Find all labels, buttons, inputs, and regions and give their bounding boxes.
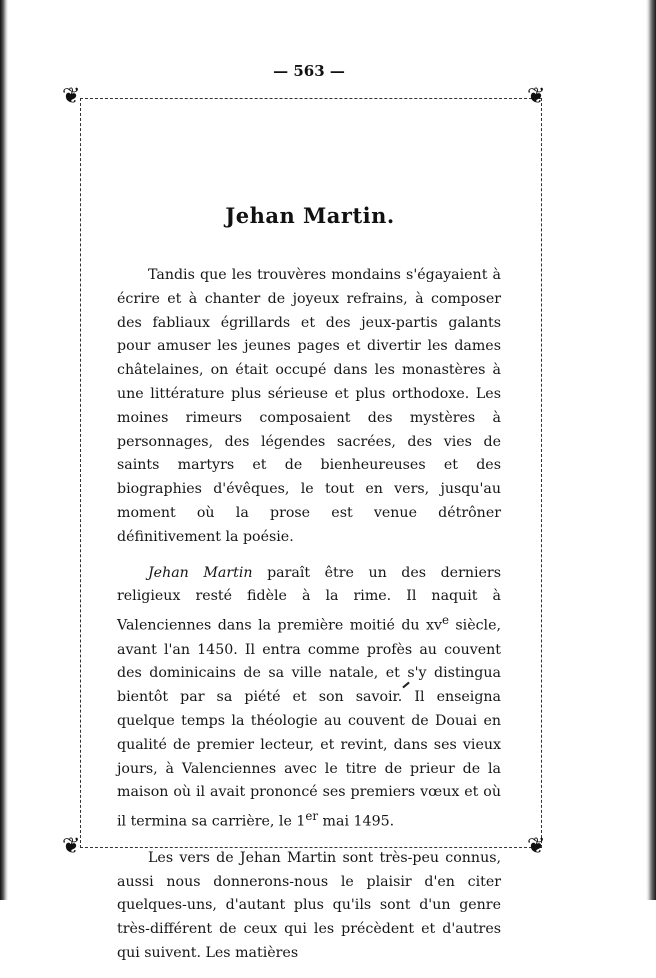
paragraph: Jehan Martin paraît être un des derniers religieux resté fidèle à la rime. Il naquit à Valenciennes dans la première moitié du $xv^e$ siècle, avant l'an 1450. Il entra comme profès au couvent des dominicains de sa ville natale, et s'y distingua bientôt par sa piété et son savoir. Il enseigna quelque temps la théologie au couvent de Douai en qualité de premier lecteur, et revint, dans ses vieux jours, à Valenciennes avec le titre de prieur de la maison où il avait prononcé ses premiers vœux et où il termina sa carrière, le 1er mai 1495.	[117, 564, 501, 830]
author-name: Jehan Martin	[148, 564, 253, 581]
scan-shadow-left	[0, 0, 8, 900]
paragraph: Les vers de Jehan Martin sont très-peu connus, aussi nous donnerons-nous le plaisir d'en citer quelques-uns, d'autant plus qu'ils sont d'un genre très-différent de ceux qui les précèdent et d'autres qui suivent. Les matières	[117, 849, 501, 961]
corner-ornament-icon: ❦	[62, 84, 81, 109]
body-text	[117, 264, 501, 978]
page-number: — 563 —	[273, 62, 345, 80]
corner-ornament-icon: ❦	[527, 834, 546, 859]
scan-shadow-right	[646, 0, 656, 900]
corner-ornament-icon: ❦	[62, 834, 81, 859]
chapter-heading: Jehan Martin.	[225, 203, 395, 228]
corner-ornament-icon: ❦	[527, 84, 546, 109]
paragraph: Tandis que les trouvères mondains s'égayaient à écrire et à chanter de joyeux refrains, à composer des fabliaux égrillards et des jeux-partis galants pour amuser les jeunes pages et divertir les dames châtelaines, on était occupé dans les monastères à une littérature plus sérieuse et plus orthodoxe. Les moines rimeurs composaient des mystères à personnages, des légendes sacrées, des vies de saints martyrs et de bienheureuses et des biographies d'évêques, le tout en vers, jusqu'au moment où la prose est venue détrôner définitivement la poésie.	[117, 267, 501, 545]
